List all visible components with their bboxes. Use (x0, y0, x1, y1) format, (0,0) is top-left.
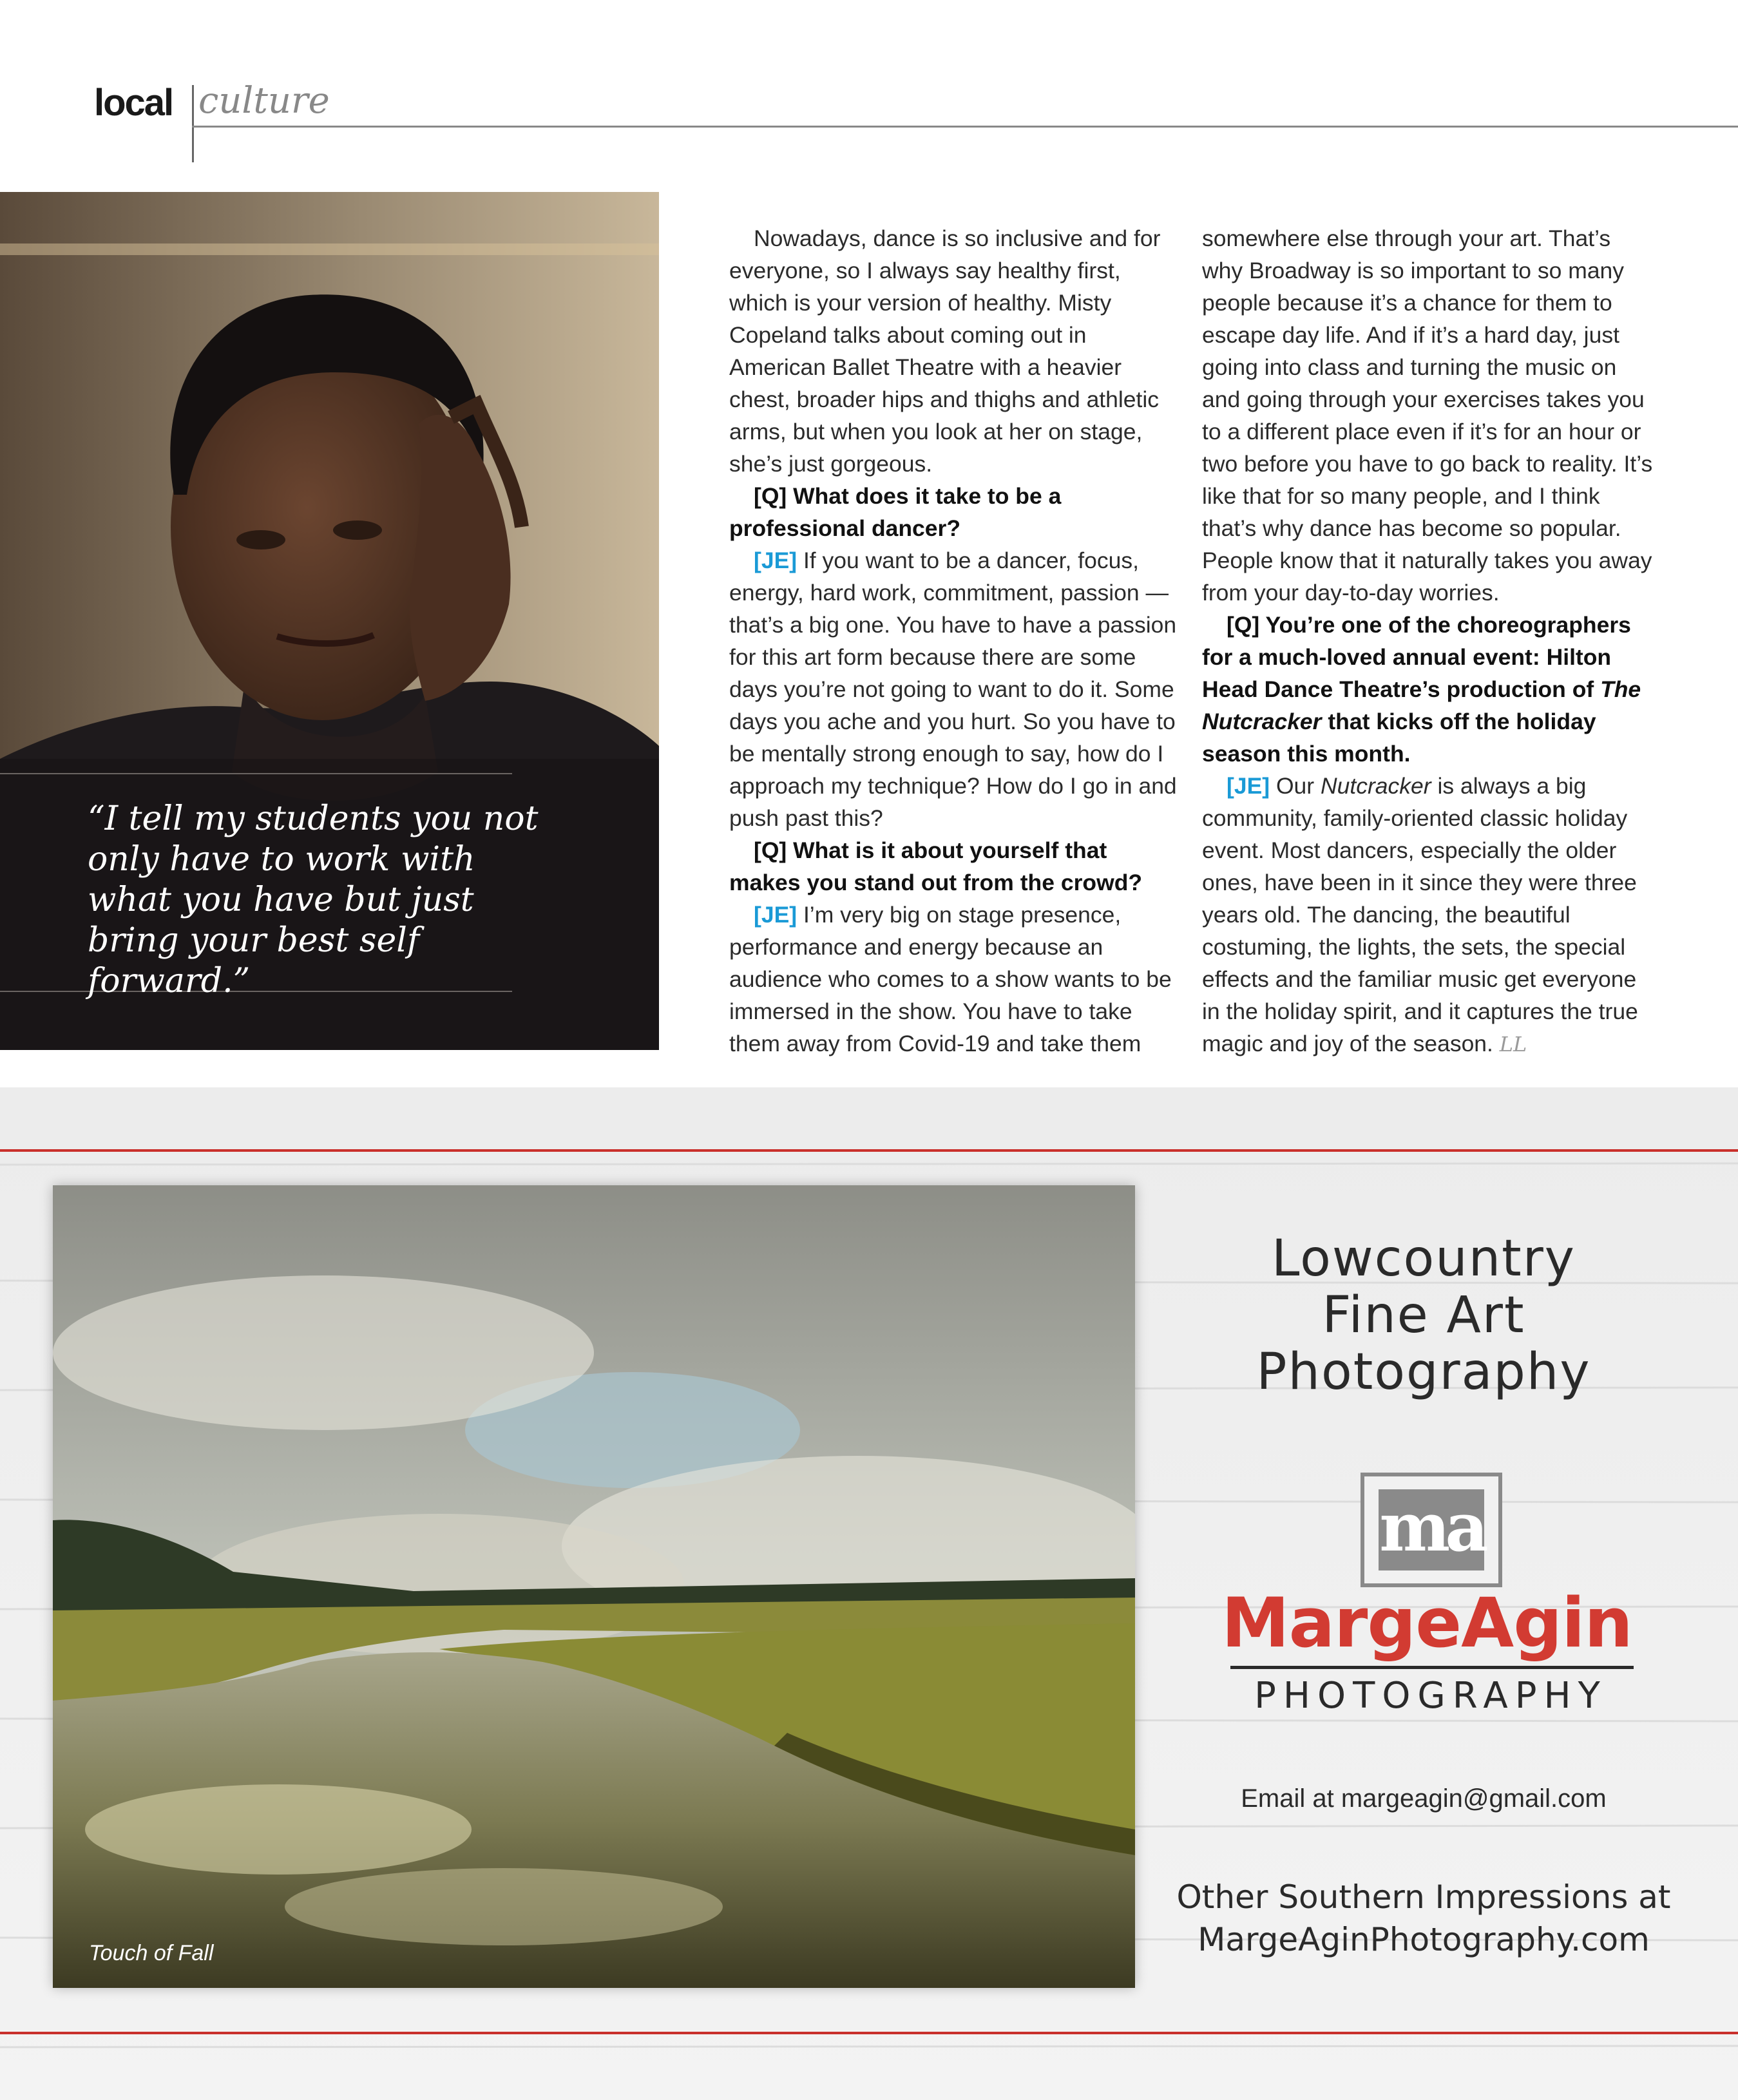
article-column-1 (729, 222, 1180, 1060)
speaker-tag: [JE] (754, 902, 797, 928)
brand-logo-mark (1361, 1473, 1502, 1587)
website-link[interactable]: MargeAginPhotography.com (1198, 1921, 1650, 1958)
article-paragraph: somewhere else through your art. That’s why Broadway is so important to so many people because it’s a chance for them to escape day life. And if it’s a hard day, just going into class and turning the music on and going through your exercises takes you to a different place even if it’s for an hour or two before you have to go back to reality. It’s like that for so many people, and I think that’s why dance has become so popular. People know that it naturally takes you away from your day-to-day worries. (1202, 225, 1653, 606)
ad-title-line: Fine Art (1322, 1286, 1525, 1344)
section-label: local (94, 82, 173, 124)
advertisement (0, 1087, 1738, 2100)
article-paragraph: Nowadays, dance is so inclusive and for everyone, so I always say healthy first, which is your version of healthy. Misty Copeland talks about coming out in American Ballet Theatre with a heavier chest, broader hips and thighs and athletic arms, but when you look at her on stage, she’s just gorgeous. (729, 225, 1161, 477)
ad-title (1166, 1230, 1681, 1400)
header-rule (192, 126, 1738, 128)
speaker-tag: [JE] (1227, 773, 1270, 799)
ad-rule-top (0, 1149, 1738, 1152)
article-column-2 (1202, 222, 1653, 1060)
pull-quote: “I tell my students you not only have to work with what you have but just bring your best self forward.” (88, 799, 539, 1000)
photo-caption: Touch of Fall (89, 1941, 214, 1965)
header-divider (192, 85, 194, 162)
subsection-label: culture (198, 80, 330, 122)
contact-email[interactable]: Email at margeagin@gmail.com (1241, 1784, 1607, 1813)
answer-3: [JE] Our Nutcracker is always a big community, family-oriented classic holiday event. Most dancers, especially the older ones, have been in it since they were three years old. The dancing, the beautiful costuming, the lights, the sets, the special effects and the familiar music get everyone in the holiday spirit, and it captures the true magic and joy of the season. LL (1202, 773, 1638, 1056)
landscape-photo (53, 1185, 1135, 1988)
answer-2: [JE] I’m very big on stage presence, performance and energy because an audience who comes to a show wants to be immersed in the show. You have to take them away from Covid-19 and take them (729, 902, 1172, 1056)
quote-rule-top (0, 773, 512, 774)
ad-title-line: Lowcountry (1272, 1230, 1576, 1288)
question-1: [Q] What does it take to be a professional dancer? (729, 483, 1062, 541)
end-mark: LL (1499, 1032, 1527, 1056)
portrait-photo (0, 192, 659, 1050)
speaker-tag: [JE] (754, 548, 797, 573)
question-2: [Q] What is it about yourself that makes you stand out from the crowd? (729, 837, 1143, 895)
brand-subtitle: PHOTOGRAPHY (1254, 1675, 1607, 1717)
answer-1: [JE] If you want to be a dancer, focus, energy, hard work, commitment, passion — that’s a big one. You have to have a passion for this art form because there are some days you’re not going to want to do it. Some days you ache and you hurt. So you have to be mentally strong enough to say, how do I approach my technique? How do I go in and push past this? (729, 548, 1177, 831)
ad-rule-bottom (0, 2032, 1738, 2034)
brand-name: MargeAgin (1221, 1583, 1632, 1663)
question-3: [Q] You’re one of the choreographers for a much-loved annual event: Hilton Head Dance Theatre’s production of The Nutcracker that kicks off the holiday season this month. (1202, 612, 1641, 767)
logo-letters: ma (1379, 1489, 1484, 1570)
website-promo-line: Other Southern Impressions at (1176, 1878, 1671, 1916)
website-promo (1147, 1876, 1701, 1961)
ad-title-line: Photography (1256, 1343, 1591, 1401)
brand-rule (1230, 1666, 1634, 1669)
